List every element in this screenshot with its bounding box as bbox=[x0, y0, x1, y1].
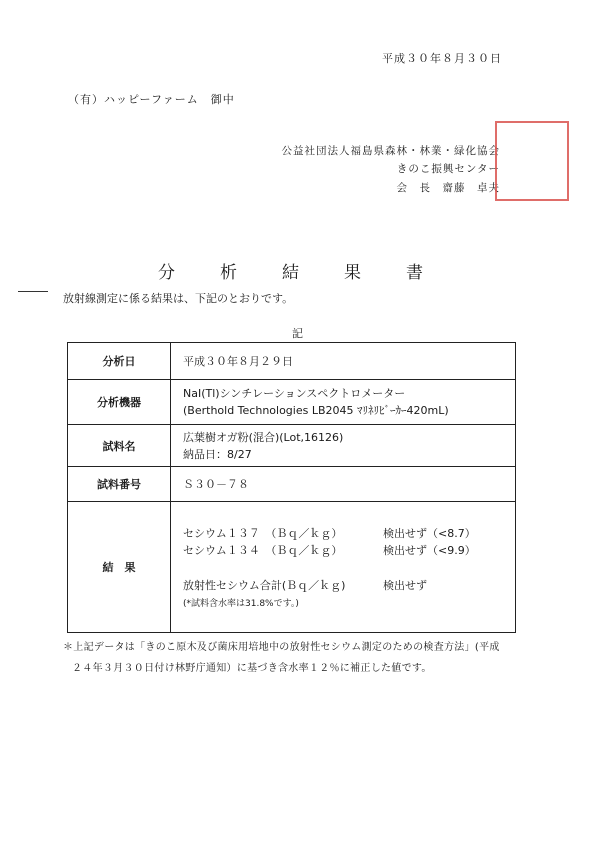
cs134-name: セシウム１３４ （Ｂｑ／ｋｇ） bbox=[183, 544, 343, 557]
result-value bbox=[171, 502, 516, 633]
instrument-line1: NaI(Tl)シンチレーションスペクトロメーター bbox=[183, 387, 406, 400]
result-label: 結 果 bbox=[68, 502, 171, 633]
scan-mark bbox=[18, 291, 48, 292]
footnote-line2: ２４年３月３０日付け林野庁通知）に基づき含水率１２％に補正した値です。 bbox=[72, 663, 432, 674]
sample-name-line2: 納品日：8/27 bbox=[183, 447, 252, 461]
total-value: 検出せず bbox=[383, 579, 427, 592]
ki-heading: 記 bbox=[292, 327, 303, 340]
issuer-center: きのこ振興センター bbox=[396, 163, 500, 175]
cs134-value: 検出せず（<9.9） bbox=[383, 544, 476, 557]
cs134-row bbox=[183, 542, 515, 559]
document-date: 平成３０年８月３０日 bbox=[382, 52, 502, 65]
document-title: 分 析 結 果 書 bbox=[158, 263, 437, 283]
analysis-date-value: 平成３０年８月２９日 bbox=[171, 343, 516, 380]
table-row bbox=[68, 502, 516, 633]
total-name: 放射性セシウム合計(Ｂｑ／ｋｇ) bbox=[183, 579, 346, 592]
table-row bbox=[68, 343, 516, 380]
official-seal-icon bbox=[495, 121, 569, 201]
footnote-line1: ＊上記データは「きのこ原木及び菌床用培地中の放射性セシウム測定のための検査方法」(平成 bbox=[63, 642, 500, 653]
table-row bbox=[68, 467, 516, 502]
instrument-label: 分析機器 bbox=[68, 380, 171, 425]
instrument-line2: (Berthold Technologies LB2045 ﾏﾘﾈﾘﾋﾞｰｶｰ420mL) bbox=[183, 404, 449, 417]
intro-text: 放射線測定に係る結果は、下記のとおりです。 bbox=[63, 292, 294, 305]
table-row bbox=[68, 380, 516, 425]
cs137-row bbox=[183, 525, 515, 542]
sample-name-line1: 広葉樹オガ粉(混合)(Lot,16126) bbox=[183, 430, 344, 444]
cs137-name: セシウム１３７ （Ｂｑ／ｋｇ） bbox=[183, 527, 343, 540]
sample-name-value bbox=[171, 425, 516, 467]
total-row bbox=[183, 577, 515, 594]
results-table bbox=[67, 342, 516, 633]
issuer-organization: 公益社団法人福島県森林・林業・緑化協会 bbox=[281, 145, 500, 157]
instrument-value bbox=[171, 380, 516, 425]
moisture-note: (*試料含水率は31.8%です。) bbox=[183, 599, 299, 609]
addressee: （有）ハッピーファーム 御中 bbox=[68, 93, 235, 106]
table-row bbox=[68, 425, 516, 467]
sample-number-label: 試料番号 bbox=[68, 467, 171, 502]
sample-name-label: 試料名 bbox=[68, 425, 171, 467]
sample-number-value: Ｓ３０－７８ bbox=[171, 467, 516, 502]
cs137-value: 検出せず（<8.7） bbox=[383, 527, 476, 540]
analysis-date-label: 分析日 bbox=[68, 343, 171, 380]
issuer-president: 会 長 齋藤 卓夫 bbox=[396, 182, 500, 194]
